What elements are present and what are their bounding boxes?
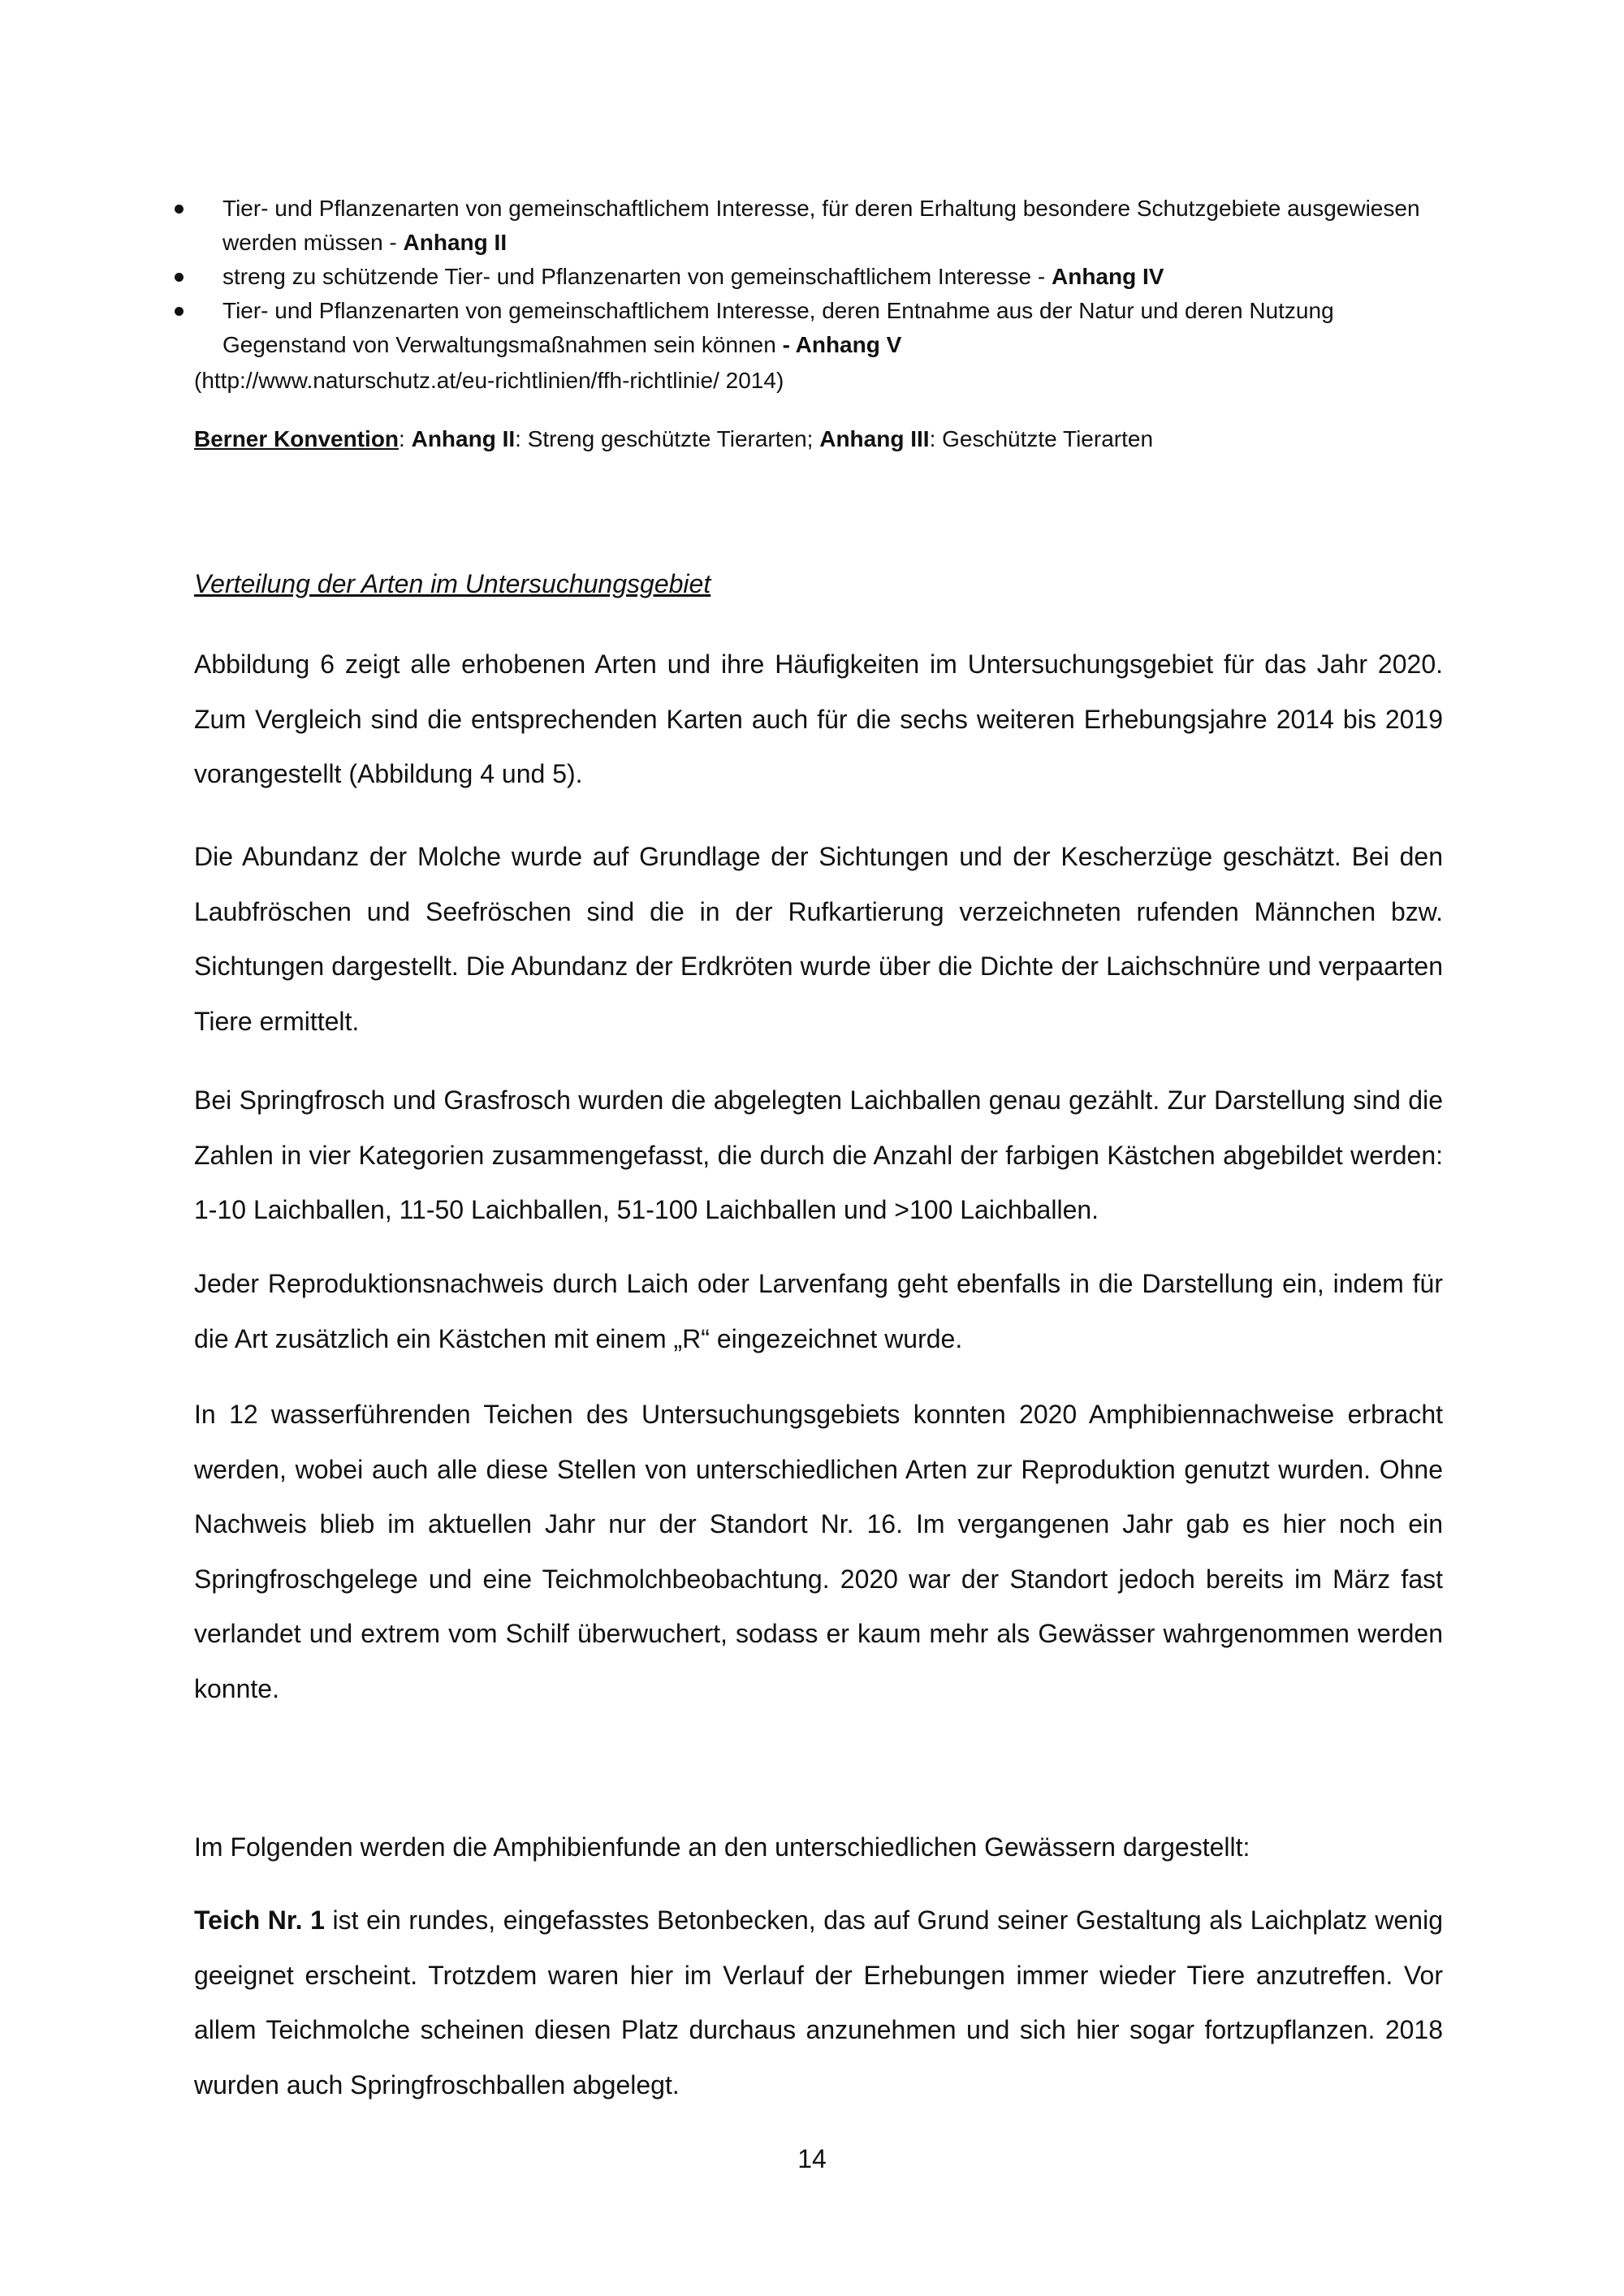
paragraph-laichballen: Bei Springfrosch und Grasfrosch wurden die abgelegten Laichballen genau gezählt. Zur Darstellung sind die Zahlen in vier Kategorien zusammengefasst, die durch die Anzahl der farbigen Kästchen abgebildet werden: 1-10 Laichballen, 11-50 Laichballen, 51-100 Laichballen und >100 Laichballen. — [194, 1085, 1443, 1224]
paragraph-abundanz: Die Abundanz der Molche wurde auf Grundlage der Sichtungen und der Kescherzüge geschätzt. Bei den Laubfröschen und Seefröschen sind die in der Rufkartierung verzeichneten rufenden Männchen bzw. Sichtungen dargestellt. Die Abundanz der Erdkröten wurde über die Dichte der Laichschnüre und verpaarten Tiere ermittelt. — [194, 842, 1443, 1036]
teich-description: ist ein rundes, eingefasstes Betonbecken, das auf Grund seiner Gestaltung als Laichplatz wenig geeignet erscheint. Trotzdem waren hier im Verlauf der Erhebungen immer wieder Tiere anzutreffen. Vor allem Teichmolche scheinen diesen Platz durchaus anzunehmen und sich hier sogar fortzupflanzen. 2018 wurden auch Springfroschballen abgelegt. — [194, 1905, 1444, 2100]
section-heading: Verteilung der Arten im Untersuchungsgebiet — [194, 569, 711, 598]
bullet-item-anhang-4 — [171, 260, 1437, 294]
bullet-bold-anhang: Anhang II — [403, 230, 508, 255]
annex-bullet-list — [171, 192, 1437, 362]
bullet-dot-icon — [175, 205, 184, 214]
bullet-text: Tier- und Pflanzenarten von gemeinschaftlichem Interesse, deren Entnahme aus der Natur und deren Nutzung Gegenstand von Verwaltungsmaßnahmen sein können — [222, 298, 1334, 357]
bullet-dot-icon — [175, 307, 184, 316]
berner-colon: : — [399, 426, 412, 451]
paragraph-folgenden: Im Folgenden werden die Amphibienfunde an den unterschiedlichen Gewässern dargestellt: — [194, 1832, 1250, 1862]
page-number: 14 — [797, 2144, 827, 2173]
berner-label: Berner Konvention — [194, 426, 400, 451]
teich-label: Teich Nr. 1 — [194, 1905, 325, 1935]
berner-anhang-3: Anhang III — [819, 426, 930, 451]
paragraph-teich-1 — [194, 1893, 1443, 2113]
bullet-dot-icon — [175, 273, 184, 282]
source-citation: (http://www.naturschutz.at/eu-richtlinien/ffh-richtlinie/ 2014) — [194, 368, 784, 393]
paragraph-abbildung: Abbildung 6 zeigt alle erhobenen Arten und ihre Häufigkeiten im Untersuchungsgebiet für das Jahr 2020. Zum Vergleich sind die entsprechenden Karten auch für die sechs weiteren Erhebungsjahre 2014 bis 2019 vorangestellt (Abbildung 4 und 5). — [194, 650, 1443, 788]
berner-konvention-line — [194, 422, 1153, 456]
paragraph-teiche: In 12 wasserführenden Teichen des Untersuchungsgebiets konnten 2020 Amphibiennachweise erbracht werden, wobei auch alle diese Stellen von unterschiedlichen Arten zur Reproduktion genutzt wurden. Ohne Nachweis blieb im aktuellen Jahr nur der Standort Nr. 16. Im vergangenen Jahr gab es hier noch ein Springfroschgelege und eine Teichmolchbeobachtung. 2020 war der Standort jedoch bereits im März fast verlandet und extrem vom Schilf überwuchert, sodass er kaum mehr als Gewässer wahrgenommen werden konnte. — [194, 1400, 1443, 1703]
bullet-item-anhang-5 — [171, 294, 1437, 362]
paragraph-reproduktion: Jeder Reproduktionsnachweis durch Laich oder Larvenfang geht ebenfalls in die Darstellung ein, indem für die Art zusätzlich ein Kästchen mit einem „R“ eingezeichnet wurde. — [194, 1269, 1443, 1353]
berner-anhang-2: Anhang II — [411, 426, 516, 451]
bullet-text: Tier- und Pflanzenarten von gemeinschaftlichem Interesse, für deren Erhaltung besondere Schutzgebiete ausgewiesen werden müssen - — [222, 196, 1420, 255]
bullet-bold-anhang: Anhang IV — [1052, 264, 1164, 289]
bullet-text: streng zu schützende Tier- und Pflanzenarten von gemeinschaftlichem Interesse - — [222, 264, 1052, 289]
berner-text-3: : Geschützte Tierarten — [929, 426, 1154, 451]
berner-text-2: : Streng geschützte Tierarten; — [515, 426, 820, 451]
bullet-item-anhang-2 — [171, 192, 1437, 260]
bullet-bold-anhang: - Anhang V — [782, 332, 902, 357]
